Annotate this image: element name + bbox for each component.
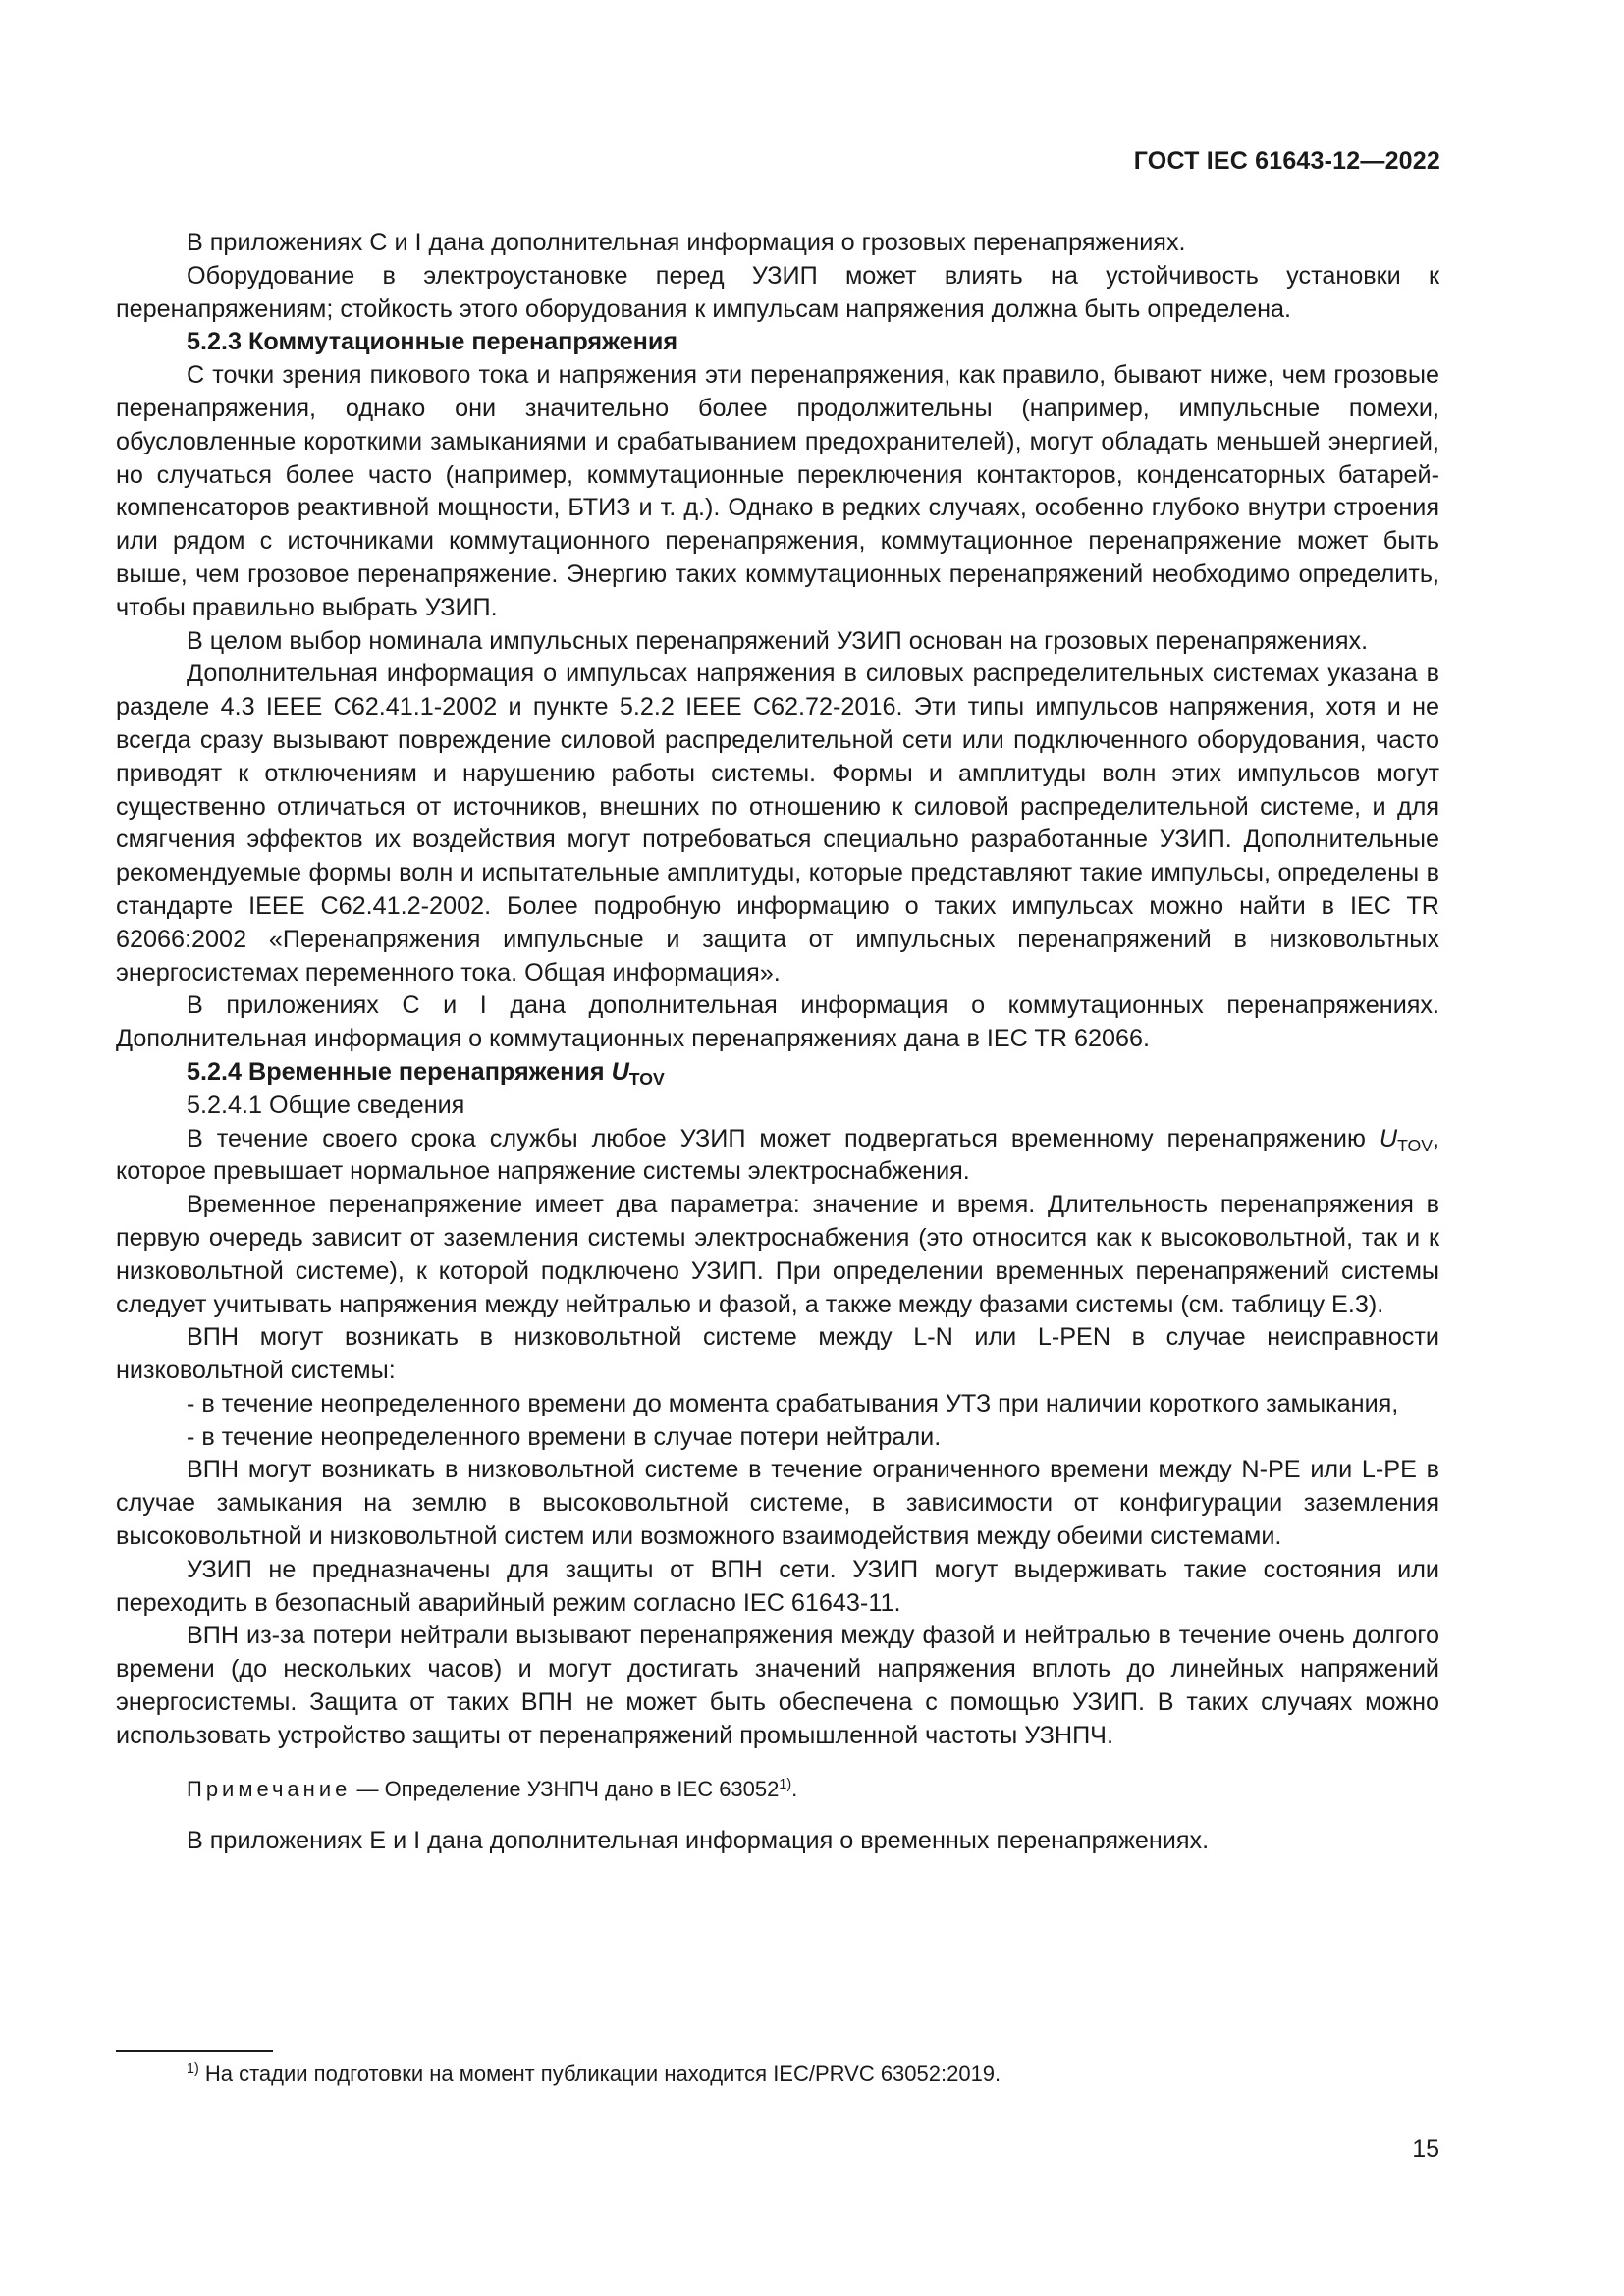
paragraph: ВПН из-за потери нейтрали вызывают перенапряжения между фазой и нейтралью в течение очень долгого времени (до нескольких часов) и могут достигать значений напряжения вплоть до линейных напряжений энергосистемы. Защита от таких ВПН не может быть обеспечена с помощью УЗИП. В таких случаях можно использовать устройство защиты от перенапряжений промышленной частоты УЗНПЧ. bbox=[116, 1622, 1439, 1749]
paragraph: Дополнительная информация о импульсах напряжения в силовых распределительных системах указана в разделе 4.3 IEEE C62.41.1-2002 и пункте 5.2.2 IEEE C62.72-2016. Эти типы импульсов напряжения, хотя и не всегда сразу вызывают повреждение силовой распределительной сети или подключенного оборудования, часто приводят к отключениям и нарушению работы системы. Формы и амплитуды волн этих импульсов могут существенно отличаться от источников, внешних по отношению к силовой распределительной системе, и для смягчения эффектов их воздействия могут потребоваться специально разработанные УЗИП. Дополнительные рекомендуемые формы волн и испытательные амплитуды, которые представляют такие импульсы, определены в стандарте IEEE C62.41.2-2002. Более подробную информацию о таких импульсах можно найти в IEC TR 62066:2002 «Перенапряжения импульсные и защита от импульсных перенапряжений в низковольтных энергосистемах переменного тока. Общая информация». bbox=[116, 660, 1439, 987]
paragraph: В приложениях С и I дана дополнительная информация о коммутационных перенапряжениях. Дополнительная информация о коммутационных перенапряжениях дана в IEC TR 62066. bbox=[116, 991, 1439, 1053]
list-item: - в течение неопределенного времени до момента срабатывания УТЗ при наличии короткого замыкания, bbox=[187, 1389, 1399, 1417]
paragraph-text: В течение своего срока службы любое УЗИП может подвергаться временному перенапряжению bbox=[187, 1124, 1380, 1152]
symbol-subscript: TOV bbox=[1397, 1135, 1433, 1155]
subsection-heading-5-2-4-1: 5.2.4.1 Общие сведения bbox=[187, 1091, 465, 1119]
footnote-divider bbox=[116, 2050, 273, 2052]
note bbox=[116, 1773, 1439, 1806]
footnote-mark: 1) bbox=[187, 2061, 199, 2077]
symbol-subscript: TOV bbox=[628, 1068, 665, 1089]
document-body bbox=[116, 227, 1439, 1858]
paragraph: С точки зрения пикового тока и напряжения эти перенапряжения, как правило, бывают ниже, чем грозовые перенапряжения, однако они значительно более продолжительны (например, импульсные помехи, обусловленные короткими замыканиями и срабатыванием предохранителей), могут обладать меньшей энергией, но случаться более часто (например, коммутационные переключения контакторов, конденсаторных батарей-компенсаторов реактивной мощности, БТИЗ и т. д.). Однако в редких случаях, особенно глубоко внутри строения или рядом с источниками коммутационного перенапряжения, коммутационное перенапряжение может быть выше, чем грозовое перенапряжение. Энергию таких коммутационных перенапряжений необходимо определить, чтобы правильно выбрать УЗИП. bbox=[116, 361, 1439, 621]
note-label: Примечание bbox=[187, 1776, 352, 1801]
paragraph: Оборудование в электроустановке перед УЗИП может влиять на устойчивость установки к перенапряжениям; стойкость этого оборудования к импульсам напряжения должна быть определена. bbox=[116, 261, 1439, 323]
symbol-u: U bbox=[611, 1057, 629, 1086]
heading-text: 5.2.4 Временные перенапряжения bbox=[187, 1057, 612, 1086]
paragraph: Временное перенапряжение имеет два параметра: значение и время. Длительность перенапряжения в первую очередь зависит от заземления системы электроснабжения (это относится как к высоковольтной, так и к низковольтной системе), к которой подключено УЗИП. При определении временных перенапряжений системы следует учитывать напряжения между нейтралью и фазой, а также между фазами системы (см. таблицу Е.3). bbox=[116, 1191, 1439, 1318]
list-item: - в течение неопределенного времени в случае потери нейтрали. bbox=[187, 1422, 942, 1451]
footnote-ref: 1) bbox=[779, 1776, 792, 1792]
paragraph: В целом выбор номинала импульсных перенапряжений УЗИП основан на грозовых перенапряжениях. bbox=[187, 626, 1369, 655]
note-end: . bbox=[791, 1776, 798, 1801]
footnote bbox=[187, 2059, 1001, 2089]
symbol-u: U bbox=[1379, 1124, 1398, 1152]
page-number: 15 bbox=[1412, 2135, 1439, 2163]
section-heading-5-2-3: 5.2.3 Коммутационные перенапряжения bbox=[187, 328, 678, 356]
footnote-text: На стадии подготовки на момент публикации находится IEC/PRVC 63052:2019. bbox=[198, 2061, 1001, 2086]
paragraph: ВПН могут возникать в низковольтной системе между L-N или L-PEN в случае неисправности низковольтной системы: bbox=[116, 1323, 1439, 1385]
paragraph-text: , которое превышает нормальное напряжение системы электроснабжения. bbox=[116, 1124, 1439, 1186]
section-heading-5-2-4 bbox=[116, 1056, 1439, 1090]
paragraph bbox=[116, 1123, 1439, 1190]
paragraph: УЗИП не предназначены для защиты от ВПН сети. УЗИП могут выдерживать такие состояния или переходить в безопасный аварийный режим согласно IEC 61643-11. bbox=[116, 1555, 1439, 1617]
note-text: — Определение УЗНПЧ дано в IEC 63052 bbox=[351, 1776, 780, 1801]
paragraph: В приложениях Е и I дана дополнительная информация о временных перенапряжениях. bbox=[187, 1827, 1210, 1855]
paragraph: ВПН могут возникать в низковольтной системе в течение ограниченного времени между N-PE или L-PE в случае замыкания на землю в высоковольтной системе, в зависимости от конфигурации заземления высоковольтной и низковольтной систем или возможного взаимодействия между обеими системами. bbox=[116, 1456, 1439, 1551]
standard-id-header: ГОСТ IEC 61643-12—2022 bbox=[1133, 147, 1440, 175]
paragraph: В приложениях С и I дана дополнительная информация о грозовых перенапряжениях. bbox=[187, 229, 1186, 256]
